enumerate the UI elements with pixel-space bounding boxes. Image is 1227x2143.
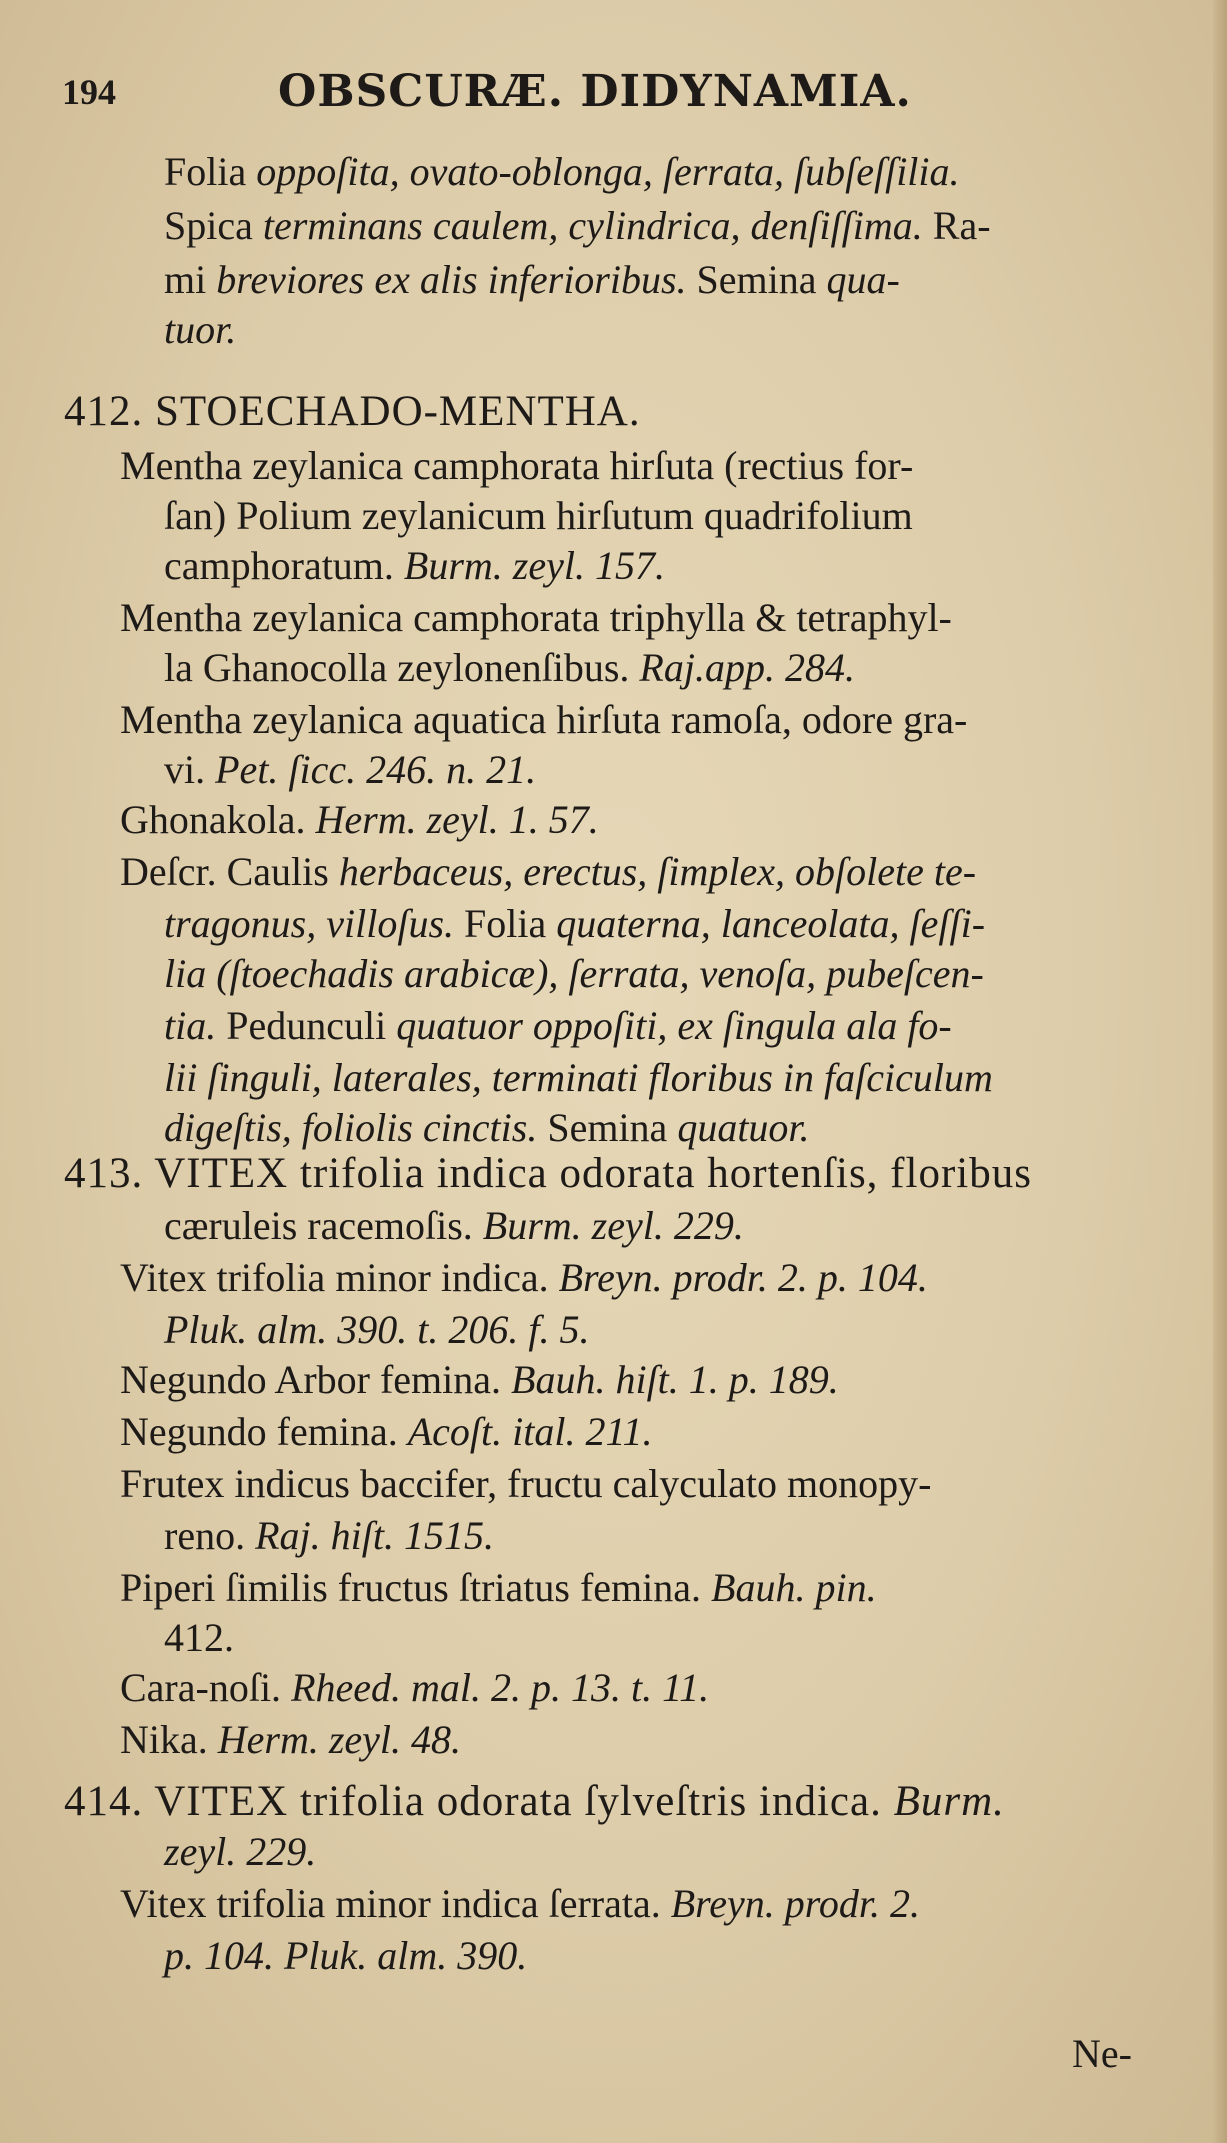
entry-heading: 412. STOECHADO-MENTHA. [64, 388, 641, 435]
text-line: zeyl. 229. [164, 1829, 317, 1874]
text-line: digeſtis, foliolis cinctis. Semina quatuor. [164, 1105, 810, 1150]
text-line: Folia oppoſita, ovato-oblonga, ſerrata, ſubſeſſilia. [164, 149, 960, 194]
text-line: Mentha zeylanica camphorata hirſuta (rectius for- [120, 443, 914, 488]
text-line: Mentha zeylanica aquatica hirſuta ramoſa, odore gra- [120, 697, 968, 742]
text-line: camphoratum. Burm. zeyl. 157. [164, 543, 665, 588]
text-line: Ghonakola. Herm. zeyl. 1. 57. [120, 797, 599, 842]
catchword: Ne- [1072, 2031, 1132, 2076]
text-line: tia. Pedunculi quatuor oppoſiti, ex ſingula ala fo- [164, 1003, 952, 1048]
text-line: 412. [164, 1615, 234, 1660]
text-line: Deſcr. Caulis herbaceus, erectus, ſimplex, obſolete te- [120, 849, 977, 894]
text-line: tuor. [164, 307, 237, 352]
text-line: Vitex trifolia minor indica. Breyn. prodr. 2. p. 104. [120, 1255, 928, 1300]
text-line: la Ghanocolla zeylonenſibus. Raj.app. 284. [164, 645, 855, 690]
text-line: Negundo Arbor femina. Bauh. hiſt. 1. p. 189. [120, 1357, 839, 1402]
text-line: Spica terminans caulem, cylindrica, denſiſſima. Ra- [164, 203, 991, 248]
text-line: Piperi ſimilis fructus ſtriatus femina. Bauh. pin. [120, 1565, 877, 1610]
entry-heading: 413. VITEX trifolia indica odorata hortenſis, floribus [64, 1150, 1032, 1197]
text-line: cæruleis racemoſis. Burm. zeyl. 229. [164, 1203, 744, 1248]
page-number: 194 [62, 72, 116, 112]
text-line: Mentha zeylanica camphorata triphylla & tetraphyl- [120, 595, 952, 640]
text-line: Cara-noſi. Rheed. mal. 2. p. 13. t. 11. [120, 1665, 710, 1710]
text-line: Vitex trifolia minor indica ſerrata. Breyn. prodr. 2. [120, 1881, 920, 1926]
page-edge [1213, 0, 1227, 2143]
text-line: reno. Raj. hiſt. 1515. [164, 1513, 494, 1558]
text-line: p. 104. Pluk. alm. 390. [164, 1933, 528, 1978]
text-line: Frutex indicus baccifer, fructu calyculato monopy- [120, 1461, 932, 1506]
text-line: lii ſinguli, laterales, terminati floribus in faſciculum [164, 1055, 993, 1100]
text-line: Negundo femina. Acoſt. ital. 211. [120, 1409, 653, 1454]
text-line: Pluk. alm. 390. t. 206. f. 5. [164, 1307, 590, 1352]
text-line: lia (ſtoechadis arabicæ), ſerrata, venoſa, pubeſcen- [164, 951, 984, 996]
running-head: OBSCURÆ. DIDYNAMIA. [278, 66, 912, 117]
text-line: tragonus, villoſus. Folia quaterna, lanceolata, ſeſſi- [164, 901, 986, 946]
text-line: ſan) Polium zeylanicum hirſutum quadrifolium [164, 493, 913, 538]
text-line: Nika. Herm. zeyl. 48. [120, 1717, 462, 1762]
text-line: vi. Pet. ſicc. 246. n. 21. [164, 747, 537, 792]
text-line: mi breviores ex alis inferioribus. Semina qua- [164, 257, 900, 302]
entry-heading: 414. VITEX trifolia odorata ſylveſtris indica. Burm. [64, 1778, 1005, 1825]
